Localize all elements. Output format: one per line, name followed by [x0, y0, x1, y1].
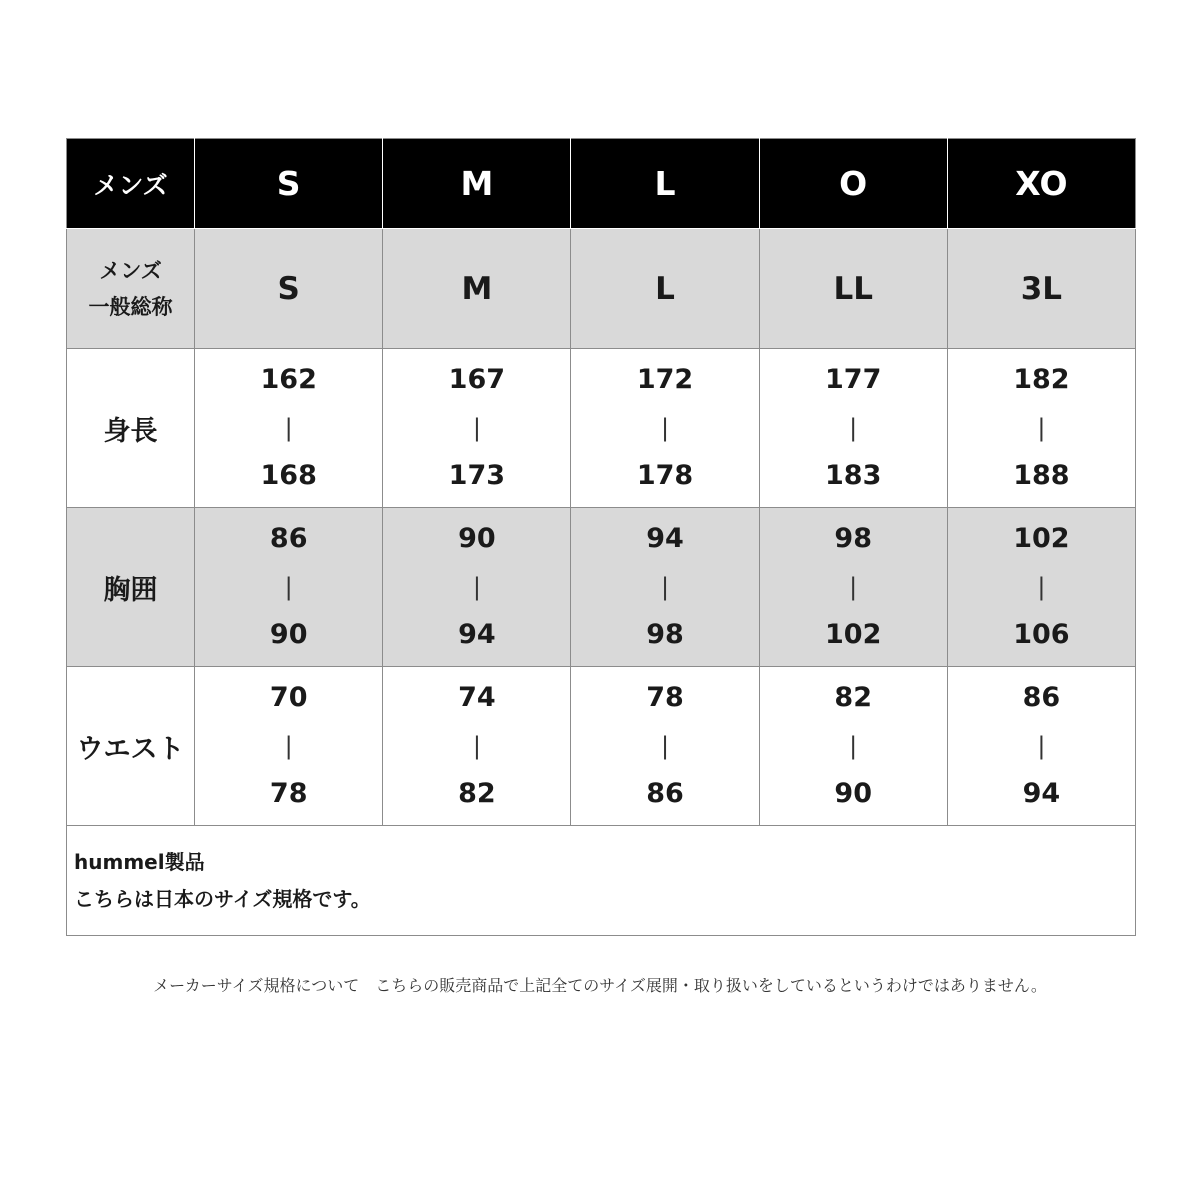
range-max: 183 — [825, 460, 882, 491]
range-max: 94 — [1022, 778, 1061, 809]
note-standard: こちらは日本のサイズ規格です。 — [74, 886, 371, 911]
range-max: 106 — [1013, 619, 1070, 650]
header-label: メンズ — [67, 139, 195, 229]
general-size-cell: 3L — [947, 229, 1135, 349]
chest-row — [67, 508, 1136, 667]
range-cell — [571, 349, 759, 508]
header-size-l: L — [571, 139, 759, 229]
header-size-s: S — [195, 139, 383, 229]
general-size-label — [67, 229, 195, 349]
range-min: 86 — [1022, 682, 1061, 713]
range-separator: | — [849, 732, 858, 760]
general-label-line2: 一般総称 — [88, 294, 173, 319]
range-min: 98 — [834, 523, 872, 554]
height-row — [67, 349, 1136, 508]
range-cell — [571, 508, 759, 667]
note-brand: hummel製品 — [74, 849, 205, 874]
height-label: 身長 — [67, 349, 195, 508]
range-separator: | — [1037, 732, 1046, 760]
range-separator: | — [660, 573, 670, 601]
range-max: 98 — [646, 619, 684, 650]
range-cell — [383, 667, 571, 826]
range-cell — [571, 667, 759, 826]
range-separator: | — [284, 732, 293, 760]
range-cell — [759, 349, 947, 508]
range-max: 178 — [636, 460, 694, 491]
range-min: 70 — [269, 682, 308, 713]
range-min: 177 — [825, 364, 882, 395]
range-min: 94 — [646, 523, 684, 554]
range-cell — [947, 667, 1135, 826]
range-max: 188 — [1013, 460, 1070, 491]
range-min: 90 — [458, 523, 496, 554]
range-max: 173 — [448, 460, 506, 491]
range-separator: | — [284, 573, 293, 601]
general-size-cell: L — [571, 229, 759, 349]
header-size-o: O — [759, 139, 947, 229]
range-max: 94 — [458, 619, 496, 650]
range-separator: | — [472, 414, 481, 442]
range-separator: | — [1037, 414, 1046, 442]
general-size-cell: S — [195, 229, 383, 349]
range-max: 102 — [825, 619, 882, 650]
range-min: 172 — [636, 364, 694, 395]
range-separator: | — [660, 414, 670, 442]
range-max: 90 — [834, 778, 872, 809]
range-min: 182 — [1013, 364, 1070, 395]
note-cell — [67, 826, 1136, 936]
range-cell — [195, 508, 383, 667]
header-size-m: M — [383, 139, 571, 229]
range-separator: | — [472, 573, 481, 601]
range-min: 82 — [834, 682, 872, 713]
range-separator: | — [284, 414, 293, 442]
range-separator: | — [849, 414, 858, 442]
general-size-cell: LL — [759, 229, 947, 349]
waist-label: ウエスト — [67, 667, 195, 826]
general-label-line1: メンズ — [99, 258, 162, 283]
footer-disclaimer: メーカーサイズ規格について こちらの販売商品で上記全てのサイズ展開・取り扱いをしているというわけではありません。 — [153, 976, 1047, 995]
note-row — [67, 826, 1136, 936]
range-min: 102 — [1013, 523, 1070, 554]
waist-row — [67, 667, 1136, 826]
range-max: 86 — [646, 778, 684, 809]
range-cell — [383, 508, 571, 667]
size-chart-table — [66, 138, 1136, 936]
range-separator: | — [849, 573, 858, 601]
range-cell — [195, 667, 383, 826]
chest-label: 胸囲 — [67, 508, 195, 667]
general-size-row — [67, 229, 1136, 349]
range-max: 82 — [458, 778, 496, 809]
range-min: 162 — [260, 364, 317, 395]
range-cell — [195, 349, 383, 508]
range-separator: | — [1037, 573, 1046, 601]
range-min: 86 — [269, 523, 308, 554]
range-separator: | — [660, 732, 670, 760]
range-separator: | — [472, 732, 481, 760]
range-cell — [947, 508, 1135, 667]
range-max: 168 — [260, 460, 317, 491]
range-min: 74 — [458, 682, 496, 713]
range-cell — [947, 349, 1135, 508]
range-cell — [383, 349, 571, 508]
range-max: 90 — [269, 619, 308, 650]
header-size-xo: XO — [947, 139, 1135, 229]
range-cell — [759, 508, 947, 667]
range-min: 167 — [448, 364, 506, 395]
range-min: 78 — [646, 682, 684, 713]
header-row — [67, 139, 1136, 229]
range-max: 78 — [269, 778, 308, 809]
general-size-cell: M — [383, 229, 571, 349]
range-cell — [759, 667, 947, 826]
